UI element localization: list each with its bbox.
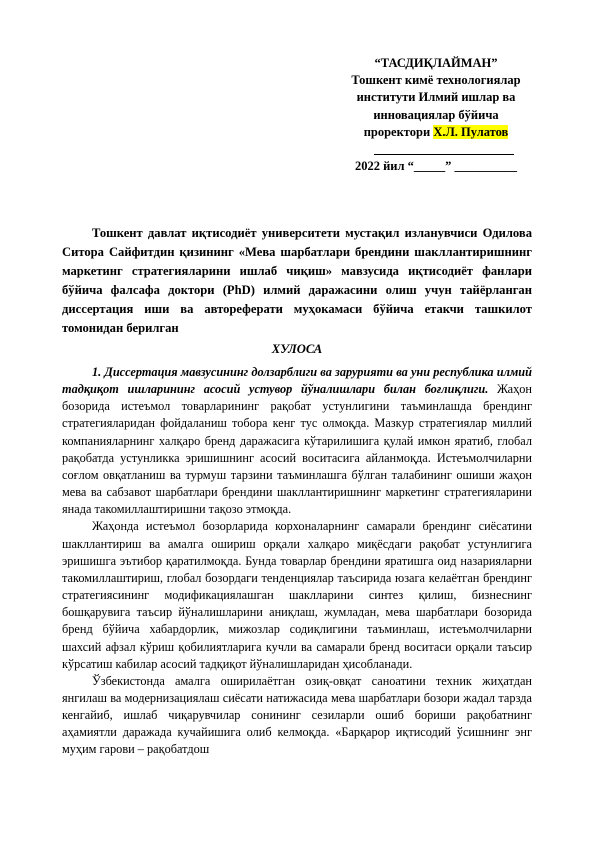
approval-position: проректори [363,124,434,139]
section-heading: ХУЛОСА [271,342,323,356]
paragraph-1-text: Жаҳон бозорида истеъмол товарларининг рақобат устунлигини таъминлашда брендинг стратегияларидан фойдаланиш тобора кенг тус олмоқда. Мазкур стратегиялар миллий компанияларнинг халқаро бренд даражасига кўтарилишига қулай имкон яратиб, глобал рақобатда устунликка эришишнинг асосий воситасига айланмоқда. Истеъмолчиларни соғлом овқатланиш ва турмуш тарзини таъминлашга бўлган талабининг ошиши жаҳон мева ва сабзавот шарбатлари брендини шакллантиришнинг маркетинг стратегияларини янада такомиллаштиришни тақозо этмоқда. [62,382,532,517]
approval-line-3: инновациялар бўйича [373,107,499,122]
paragraph-1 [62,364,532,518]
approval-title: “ТАСДИҚЛАЙМАН” [374,56,498,70]
signature-line [330,141,542,158]
paragraph-1-lead: 1. Диссертация мавзусининг долзарблиги ва зарурияти ва уни республика илмий тадқиқот ишларининг асосий устувор йўналишлари билан боғлиқлиги. [62,365,532,397]
approval-line-2: институти Илмий ишлар ва [356,90,516,105]
paragraph-2: Жаҳонда истеъмол бозорларида корхоналарнинг самарали брендинг сиёсатини шакллантириш ва амалга ошириш орқали халқаро миқёсдаги рақобат устунлигига эришишга эътибор қаратилмоқда. Бунда товарлар брендини яратишга оид назарияларни такомиллаштириш, глобал бозордаги тенденциялар таъсирида юзага келаётган брендинг стратегиясининг модификациялашган шаклларини синтез қилиш, бизнеснинг бошқарувига таъсир йўналишларини аниқлаш, жумладан, мева шарбатлари бозорида бренд бўйича хабардорлик, мижозлар содиқлигини таъминлаш, истеъмолчиларни шахсий афзал кўриш қобилиятларига кучли ва самарали бренд воситаси орқали таъсир кўрсатиш кабилар асосий тадқиқот йўналишларидан ҳисобланади. [62,519,532,671]
signatory-name: Х.Л. Пулатов [433,124,509,139]
document-body [62,364,532,759]
approval-line-4 [330,124,542,141]
approval-line-1: Тошкент кимё технологиялар [351,73,521,88]
approval-date: 2022 йил “_____” __________ [354,159,518,174]
approval-block [330,55,542,175]
paragraph-3: Ўзбекистонда амалга оширилаётган озиқ-овқат саноатини техник жиҳатдан янгилаш ва модернизациялаш сиёсати натижасида мева шарбатлари бозори жадал тарзда кенгайиб, ишлаб чиқарувчилар сонининг сезиларли ошиб бориши рақобатнинг аҳамиятли даражада кучайишига олиб келмоқда. «Барқарор иқтисодий ўсишнинг энг муҳим гарови – рақобатдош [62,673,532,757]
intro-paragraph: Тошкент давлат иқтисодиёт университети мустақил изланувчиси Одилова Ситора Сайфитдин қизининг «Мева шарбатлари брендини шакллантиришнинг маркетинг стратегияларини ишлаб чиқиш» мавзусида иқтисодиёт фанлари бўйича фалсафа доктори (PhD) илмий даражасини олиш учун тайёрланган диссертация иши ва автореферати муҳокамаси бўйича етакчи ташкилот томонидан берилган [62,226,532,335]
